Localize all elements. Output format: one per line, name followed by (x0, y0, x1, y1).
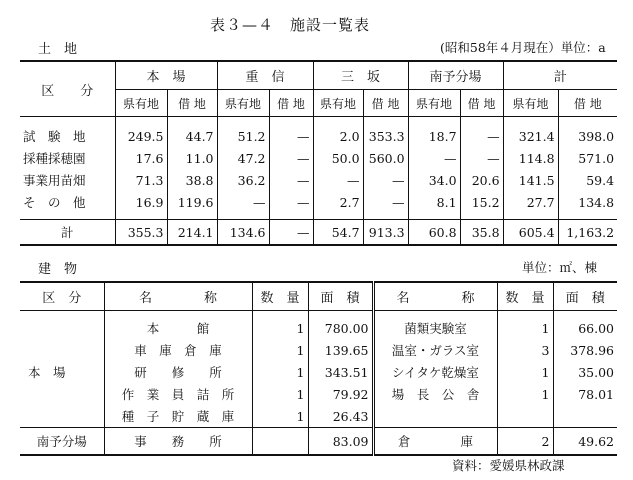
land-cell: 34.0 (408, 169, 460, 191)
land-total-label: 計 (20, 220, 115, 246)
building-area (553, 405, 617, 428)
buildings-header-division: 区 分 (20, 282, 104, 311)
building-qty: 1 (252, 339, 308, 361)
building-area: 378.96 (570, 342, 614, 358)
land-cell: — (460, 117, 503, 148)
land-total-cell: 214.1 (167, 220, 217, 246)
land-cell: 560.0 (363, 147, 408, 169)
land-row-label: 事業用苗畑 (20, 169, 115, 191)
land-cell: 2.7 (313, 191, 363, 220)
land-cell: 2.0 (313, 117, 363, 148)
buildings-header-name: 名 称 (104, 282, 252, 311)
building-name (373, 405, 497, 428)
land-cell: 51.2 (217, 117, 269, 148)
land-cell: 59.4 (586, 172, 615, 188)
land-cell: 36.2 (217, 169, 269, 191)
land-cell: — (460, 147, 503, 169)
land-total-cell: 355.3 (115, 220, 167, 246)
land-cell: 119.6 (167, 191, 217, 220)
buildings-header-name: 名 称 (373, 282, 497, 311)
land-cell: 18.7 (408, 117, 460, 148)
buildings-row (20, 405, 617, 428)
land-cell: — (269, 169, 313, 191)
building-name: 本 館 (104, 311, 252, 340)
land-subheader-leased: 借 地 (363, 90, 408, 117)
land-unit-note: (昭和58年４月現在）単位：a (440, 40, 606, 55)
land-cell: 11.0 (167, 147, 217, 169)
building-area: 35.00 (578, 364, 614, 380)
buildings-row (20, 383, 617, 405)
land-cell: 321.4 (503, 117, 558, 148)
land-total-cell: 60.8 (408, 220, 460, 246)
building-name: 事 務 所 (104, 428, 252, 456)
page-title: 表３—４ 施設一覧表 (210, 16, 371, 34)
building-qty (252, 428, 308, 456)
land-total-cell: 54.7 (313, 220, 363, 246)
building-qty: 1 (497, 361, 553, 383)
land-cell: — (269, 147, 313, 169)
land-cell: 16.9 (115, 191, 167, 220)
buildings-table (20, 281, 617, 456)
building-name: 研 修 所 (104, 361, 252, 383)
land-group-nanyo: 南予分場 (408, 61, 503, 90)
land-cell: — (269, 117, 313, 148)
land-total-cell: — (269, 220, 313, 246)
land-cell: — (313, 169, 363, 191)
building-qty: 1 (252, 405, 308, 428)
land-cell: 71.3 (115, 169, 167, 191)
land-cell: 249.5 (115, 117, 167, 148)
land-group-misaka: 三 坂 (313, 61, 408, 90)
land-cell: 15.2 (460, 191, 503, 220)
land-cell: 353.3 (363, 117, 408, 148)
land-cell: 47.2 (217, 147, 269, 169)
land-cell: — (363, 169, 408, 191)
land-total-cell: 913.3 (363, 220, 408, 246)
land-subheader-owned: 県有地 (115, 90, 167, 117)
land-subheader-leased: 借 地 (269, 90, 313, 117)
buildings-header-row (20, 282, 617, 311)
buildings-row (20, 361, 617, 383)
land-cell: 398.0 (578, 128, 615, 144)
land-cell: 114.8 (503, 147, 558, 169)
buildings-section-label: 建 物 (38, 262, 78, 277)
land-cell: — (269, 191, 313, 220)
land-total-cell: 134.6 (217, 220, 269, 246)
land-section-label: 土 地 (38, 42, 78, 57)
buildings-group-nanyo: 南予分場 (20, 428, 104, 456)
building-qty: 1 (497, 383, 553, 405)
buildings-header-qty: 数 量 (497, 282, 553, 311)
land-row-label: 採種採穂園 (20, 147, 115, 169)
building-name: 車 庫 倉 庫 (104, 339, 252, 361)
land-cell: 44.7 (167, 117, 217, 148)
building-qty: 1 (252, 383, 308, 405)
land-cell: 27.7 (503, 191, 558, 220)
land-cell: 38.8 (167, 169, 217, 191)
building-name: シイタケ乾燥室 (373, 361, 497, 383)
land-cell: 50.0 (313, 147, 363, 169)
land-total-cell: 35.8 (460, 220, 503, 246)
building-qty (497, 405, 553, 428)
buildings-group-honjo: 本 場 (20, 311, 104, 428)
land-cell: — (363, 191, 408, 220)
land-header-row (20, 61, 617, 90)
land-cell: — (408, 147, 460, 169)
building-qty: 1 (252, 361, 308, 383)
building-name: 菌類実験室 (373, 311, 497, 340)
land-cell: 8.1 (408, 191, 460, 220)
building-area: 26.43 (308, 405, 373, 428)
building-area: 78.01 (578, 386, 614, 402)
buildings-unit-note: 単位：㎡、棟 (522, 260, 598, 275)
land-total-cell: 605.4 (503, 220, 558, 246)
land-group-shigenobu: 重 信 (217, 61, 313, 90)
land-table (20, 60, 617, 246)
land-row-sonota (20, 191, 617, 220)
building-area: 83.09 (308, 428, 373, 456)
land-row-label: 試 験 地 (20, 117, 115, 148)
land-total-cell: 1,163.2 (558, 220, 617, 246)
land-cell: 17.6 (115, 147, 167, 169)
land-group-honjo: 本 場 (115, 61, 217, 90)
building-area: 66.00 (578, 320, 614, 336)
building-area: 780.00 (308, 311, 373, 340)
building-area: 343.51 (308, 361, 373, 383)
source-note: 資料：愛媛県林政課 (452, 458, 565, 473)
land-row-jigyou (20, 169, 617, 191)
land-subheader-owned: 県有地 (408, 90, 460, 117)
land-row-shikenchi (20, 117, 617, 148)
building-area: 79.92 (308, 383, 373, 405)
building-name: 温室・ガラス室 (373, 339, 497, 361)
land-subheader-leased: 借 地 (558, 90, 617, 117)
building-qty: 3 (497, 339, 553, 361)
building-qty: 2 (497, 428, 553, 456)
land-header-division: 区 分 (20, 61, 115, 117)
land-cell: 20.6 (460, 169, 503, 191)
building-name: 作 業 員 詰 所 (104, 383, 252, 405)
buildings-row (20, 339, 617, 361)
land-total-row (20, 220, 617, 246)
building-qty: 1 (497, 311, 553, 340)
building-area: 139.65 (308, 339, 373, 361)
land-cell: 571.0 (578, 150, 615, 166)
land-cell: 141.5 (503, 169, 558, 191)
buildings-header-qty: 数 量 (252, 282, 308, 311)
land-subheader-owned: 県有地 (503, 90, 558, 117)
buildings-row-nanyo (20, 428, 617, 456)
land-row-saishu (20, 147, 617, 169)
land-cell: — (217, 191, 269, 220)
land-group-total: 計 (503, 61, 617, 90)
buildings-row (20, 311, 617, 340)
land-subheader-owned: 県有地 (217, 90, 269, 117)
land-subheader-owned: 県有地 (313, 90, 363, 117)
buildings-header-area: 面 積 (308, 282, 373, 311)
building-name: 場 長 公 舎 (373, 383, 497, 405)
building-area: 49.62 (553, 428, 617, 456)
building-qty: 1 (252, 311, 308, 340)
land-subheader-leased: 借 地 (167, 90, 217, 117)
buildings-header-area: 面 積 (553, 282, 617, 311)
land-subheader-leased: 借 地 (460, 90, 503, 117)
building-name: 種 子 貯 蔵 庫 (104, 405, 252, 428)
land-cell: 134.8 (578, 194, 615, 210)
building-name: 倉 庫 (373, 428, 497, 456)
land-row-label: そ の 他 (20, 191, 115, 220)
